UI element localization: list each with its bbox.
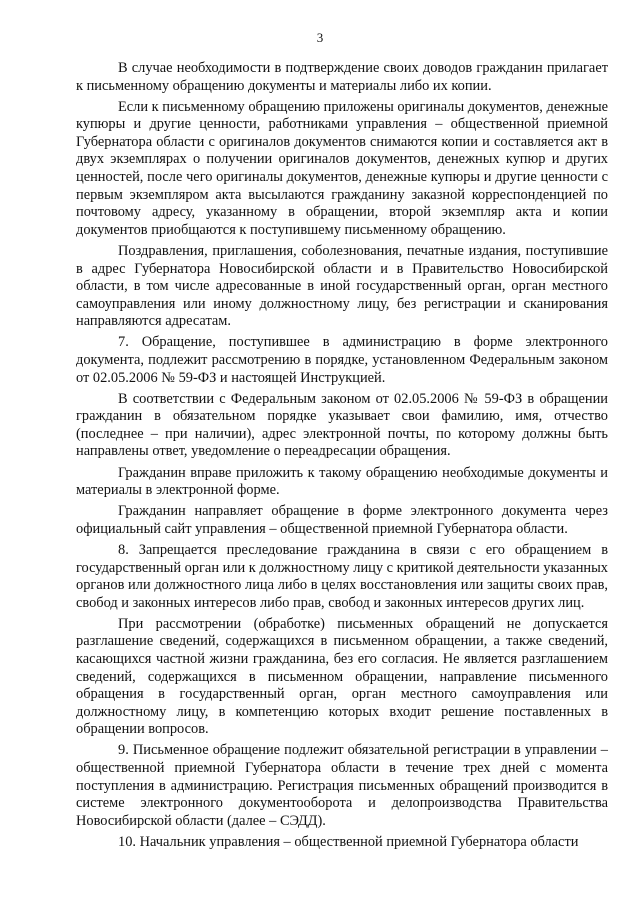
paragraph-federal-law: В соответствии с Федеральным законом от 02.05.2006 № 59-ФЗ в обращении гражданин в обязательном порядке указывает свои фамилию, имя, отчество (последнее – при наличии), адрес электронной почты, по которому должны быть направлены ответ, уведомление о переадресации обращения. <box>76 390 608 460</box>
paragraph-official-site: Гражданин направляет обращение в форме электронного документа через официальный сайт управления – общественной приемной Губернатора области. <box>76 503 608 537</box>
paragraph-electronic-attachments: Гражданин вправе приложить к такому обращению необходимые документы и материалы в электронной форме. <box>76 464 608 499</box>
page-number: 3 <box>316 30 324 45</box>
paragraph-item-10: 10. Начальник управления – общественной приемной Губернатора области <box>118 833 579 850</box>
paragraph-supporting-documents: В случае необходимости в подтверждение своих доводов гражданин прилагает к письменному обращению документы и материалы либо их копии. <box>76 60 608 94</box>
paragraph-original-documents: Если к письменному обращению приложены оригиналы документов, денежные купюры и другие ценности, работниками управления – общественной приемной Губернатора области с оригиналов документов снимаются копии и составляется акт в двух экземплярах о получении оригиналов документов, денежных купюр и других ценностей, после чего оригиналы документов, денежные купюры и другие ценности с первым экземпляром акта высылаются гражданину заказной корреспонденцией по почтовому адресу, указанному в обращении, второй экземпляр акта и копии документов приобщаются к поступившему письменному обращению. <box>76 98 609 238</box>
paragraph-item-7: 7. Обращение, поступившее в администрацию в форме электронного документа, подлежит рассмотрению в порядке, установленном Федеральным законом от 02.05.2006 № 59-ФЗ и настоящей Инструкцией. <box>76 334 608 386</box>
paragraph-item-8: 8. Запрещается преследование гражданина в связи с его обращением в государственный орган или к должностному лицу с критикой деятельности указанных органов или должностного лица либо в целях восстановления или защиты своих прав, свобод и законных интересов либо прав, свобод и законных интересов других лиц. <box>76 541 608 611</box>
paragraph-item-9: 9. Письменное обращение подлежит обязательной регистрации в управлении – общественной приемной Губернатора области в течение трех дней с момента поступления в администрацию. Регистрация письменных обращений производится в системе электронного документооборота и делопроизводства Правительства Новосибирской области (далее – СЭДД). <box>76 742 608 829</box>
paragraph-disclosure: При рассмотрении (обработке) письменных обращений не допускается разглашение сведений, содержащихся в письменном обращении, а также сведений, касающихся частной жизни гражданина, без его согласия. Не является разглашением сведений, содержащихся в письменном обращении, направление письменного обращения в государственный орган, орган местного самоуправления или должностному лицу, в компетенцию которых входит решение поставленных в обращении вопросов. <box>76 615 608 738</box>
paragraph-greetings: Поздравления, приглашения, соболезнования, печатные издания, поступившие в адрес Губернатора Новосибирской области и в Правительство Новосибирской области, в том числе адресованные в иной государственный орган, орган местного самоуправления или иному должностному лицу, без регистрации и сканирования направляются адресатам. <box>76 242 608 330</box>
